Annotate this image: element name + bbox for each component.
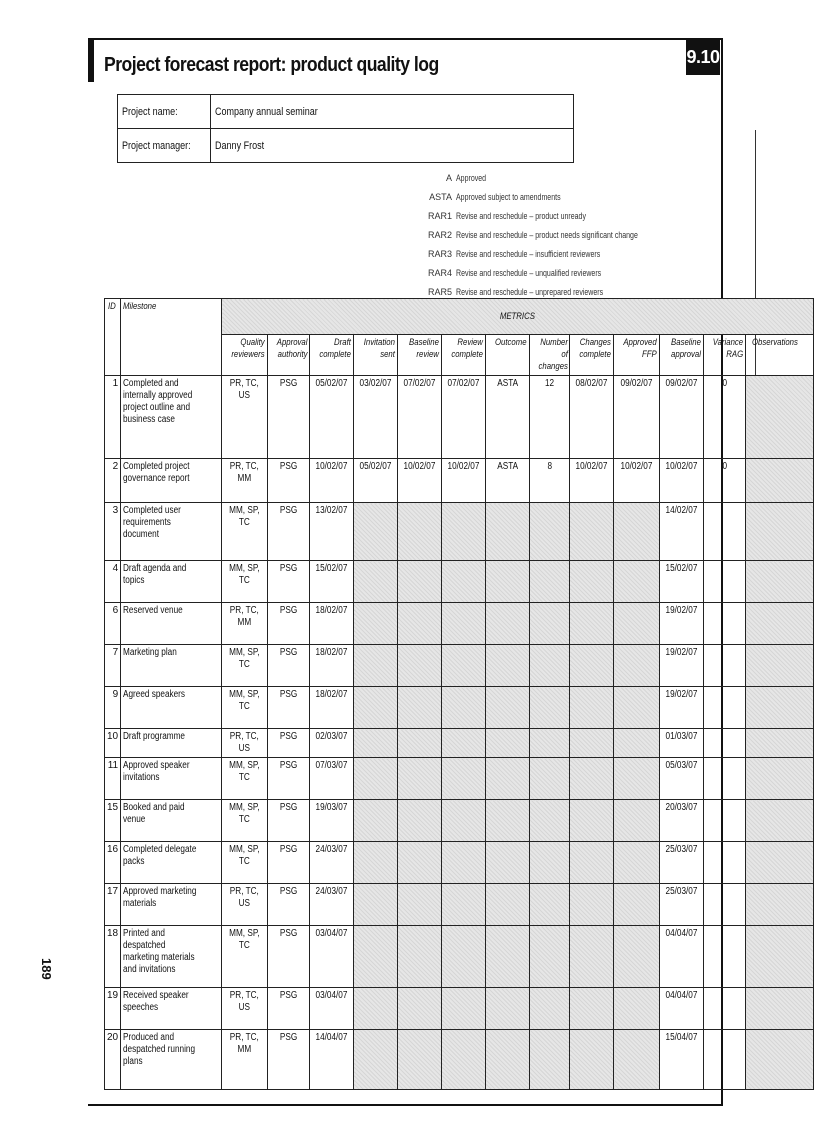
row-milestone: Received speaker speeches [121, 988, 222, 1030]
row-cell [442, 645, 486, 687]
legend-description: Revise and reschedule – product needs significant change [456, 229, 638, 240]
column-header: Outcome [486, 335, 530, 376]
row-cell: 10/02/07 [570, 459, 614, 503]
project-name-value: Company annual seminar [210, 95, 573, 129]
row-cell: PSG [267, 645, 310, 687]
row-cell: 07/02/07 [442, 376, 486, 459]
row-cell: 8 [529, 459, 570, 503]
row-cell: PSG [267, 800, 310, 842]
project-info-table [117, 94, 574, 163]
row-cell [486, 800, 530, 842]
row-cell [486, 687, 530, 729]
row-cell: PSG [267, 842, 310, 884]
row-cell [529, 645, 570, 687]
row-cell: 01/03/07 [660, 729, 704, 758]
row-cell [354, 884, 398, 926]
row-cell: 02/03/07 [310, 729, 354, 758]
row-milestone: Marketing plan [121, 645, 222, 687]
row-cell: 10/02/07 [660, 459, 704, 503]
row-cell [704, 800, 746, 842]
row-cell [442, 926, 486, 988]
row-cell [486, 758, 530, 800]
row-cell [529, 842, 570, 884]
row-cell: 12 [529, 376, 570, 459]
table-row [105, 729, 814, 758]
legend-item [418, 187, 689, 206]
row-cell: 0 [704, 376, 746, 459]
row-cell [486, 645, 530, 687]
column-header: Invitation sent [354, 335, 398, 376]
row-id: 2 [105, 459, 121, 503]
row-cell [746, 1030, 814, 1090]
row-cell: 10/02/07 [398, 459, 442, 503]
row-cell: 05/02/07 [310, 376, 354, 459]
legend-code: A [445, 172, 452, 183]
row-cell [704, 729, 746, 758]
row-milestone: Approved marketing materials [121, 884, 222, 926]
row-cell [704, 561, 746, 603]
row-cell: ASTA [486, 376, 530, 459]
row-cell [704, 926, 746, 988]
row-cell: PSG [267, 729, 310, 758]
row-cell [529, 1030, 570, 1090]
project-name-label: Project name: [118, 95, 211, 129]
row-cell [529, 926, 570, 988]
row-cell: PSG [267, 687, 310, 729]
table-row [105, 376, 814, 459]
legend-item [418, 225, 689, 244]
row-milestone: Agreed speakers [121, 687, 222, 729]
row-cell [614, 842, 660, 884]
legend-code: RAR1 [427, 210, 452, 221]
row-cell: PR, TC, MM [222, 459, 268, 503]
row-cell [746, 988, 814, 1030]
row-cell: 15/02/07 [310, 561, 354, 603]
row-cell [746, 758, 814, 800]
row-cell: 03/04/07 [310, 926, 354, 988]
row-cell: 19/02/07 [660, 645, 704, 687]
row-id: 20 [105, 1030, 121, 1090]
row-cell [704, 687, 746, 729]
row-cell: PSG [267, 376, 310, 459]
row-cell: PSG [267, 503, 310, 561]
row-cell [570, 884, 614, 926]
row-cell: 25/03/07 [660, 884, 704, 926]
column-header: Variance RAG [704, 335, 746, 376]
row-cell [354, 645, 398, 687]
row-cell [486, 1030, 530, 1090]
table-row [105, 561, 814, 603]
project-manager-value: Danny Frost [210, 129, 573, 163]
section-badge: 9.10 [686, 39, 720, 75]
row-id: 4 [105, 561, 121, 603]
row-cell [614, 926, 660, 988]
row-id: 11 [105, 758, 121, 800]
row-cell: MM, SP, TC [222, 503, 268, 561]
row-id: 3 [105, 503, 121, 561]
row-cell [746, 926, 814, 988]
legend-code: ASTA [429, 191, 452, 202]
row-cell: PSG [267, 988, 310, 1030]
row-cell [354, 1030, 398, 1090]
frame-corner-mark [88, 38, 94, 82]
row-cell [614, 729, 660, 758]
row-cell: PSG [267, 884, 310, 926]
row-cell [704, 603, 746, 645]
column-header: Draft complete [310, 335, 354, 376]
table-row [105, 800, 814, 842]
row-cell [442, 988, 486, 1030]
quality-log-table [104, 298, 814, 1090]
row-cell [486, 988, 530, 1030]
row-cell: 07/03/07 [310, 758, 354, 800]
row-cell [354, 758, 398, 800]
row-cell [354, 800, 398, 842]
legend-description: Revise and reschedule – product unready [456, 210, 586, 221]
row-cell [529, 503, 570, 561]
column-header: Review complete [442, 335, 486, 376]
row-cell [442, 561, 486, 603]
row-cell [529, 603, 570, 645]
legend-code: RAR4 [427, 267, 452, 278]
row-cell [354, 926, 398, 988]
row-cell [354, 603, 398, 645]
row-cell [746, 459, 814, 503]
legend-item [418, 244, 689, 263]
column-header: Baseline review [398, 335, 442, 376]
row-cell: MM, SP, TC [222, 561, 268, 603]
row-cell [704, 1030, 746, 1090]
table-row [105, 687, 814, 729]
row-cell [746, 687, 814, 729]
row-milestone: Completed project governance report [121, 459, 222, 503]
row-cell: PSG [267, 926, 310, 988]
row-cell [442, 842, 486, 884]
row-cell: PR, TC, US [222, 988, 268, 1030]
row-cell: 24/03/07 [310, 884, 354, 926]
row-milestone: Completed user requirements document [121, 503, 222, 561]
row-cell [570, 758, 614, 800]
legend-code: RAR3 [427, 248, 452, 259]
row-cell: 10/02/07 [614, 459, 660, 503]
row-cell: 09/02/07 [660, 376, 704, 459]
row-cell: 05/03/07 [660, 758, 704, 800]
row-cell [614, 800, 660, 842]
row-cell [442, 800, 486, 842]
row-cell: PR, TC, US [222, 729, 268, 758]
row-cell: 19/02/07 [660, 687, 704, 729]
row-cell: PSG [267, 603, 310, 645]
row-milestone: Produced and despatched running plans [121, 1030, 222, 1090]
row-cell [486, 603, 530, 645]
row-cell: 05/02/07 [354, 459, 398, 503]
row-id: 19 [105, 988, 121, 1030]
column-header: Baseline approval [660, 335, 704, 376]
row-cell: 18/02/07 [310, 645, 354, 687]
legend-description: Revise and reschedule – unprepared reviewers [456, 286, 604, 297]
row-cell [398, 800, 442, 842]
row-cell [398, 988, 442, 1030]
row-cell: PR, TC, MM [222, 1030, 268, 1090]
row-cell [746, 800, 814, 842]
milestone-header: Milestone [121, 299, 222, 376]
row-cell [614, 884, 660, 926]
row-milestone: Approved speaker invitations [121, 758, 222, 800]
row-cell: 08/02/07 [570, 376, 614, 459]
row-cell: 0 [704, 459, 746, 503]
row-cell [398, 884, 442, 926]
row-cell [746, 603, 814, 645]
row-cell [614, 687, 660, 729]
row-cell [398, 503, 442, 561]
row-cell [570, 926, 614, 988]
outcome-legend [418, 168, 689, 301]
row-cell: PSG [267, 561, 310, 603]
legend-item [418, 168, 689, 187]
row-cell [354, 687, 398, 729]
row-cell [354, 561, 398, 603]
row-milestone: Completed and internally approved project outline and business case [121, 376, 222, 459]
table-row [105, 1030, 814, 1090]
row-cell: PR, TC, MM [222, 603, 268, 645]
row-cell [398, 561, 442, 603]
row-milestone: Printed and despatched marketing materials and invitations [121, 926, 222, 988]
column-header: Quality reviewers [222, 335, 268, 376]
row-cell [704, 503, 746, 561]
row-cell [529, 884, 570, 926]
legend-description: Revise and reschedule – unqualified reviewers [456, 267, 602, 278]
row-cell [398, 926, 442, 988]
table-row [105, 603, 814, 645]
row-cell [398, 645, 442, 687]
row-cell: PSG [267, 758, 310, 800]
row-cell [529, 561, 570, 603]
row-cell [529, 758, 570, 800]
table-row [105, 884, 814, 926]
row-cell: MM, SP, TC [222, 800, 268, 842]
row-cell [398, 1030, 442, 1090]
row-cell [704, 645, 746, 687]
row-id: 7 [105, 645, 121, 687]
row-cell [614, 758, 660, 800]
legend-code: RAR2 [427, 229, 452, 240]
row-cell [746, 503, 814, 561]
row-cell [442, 758, 486, 800]
row-cell: 09/02/07 [614, 376, 660, 459]
row-cell [614, 645, 660, 687]
row-cell: MM, SP, TC [222, 842, 268, 884]
row-id: 6 [105, 603, 121, 645]
row-cell [442, 1030, 486, 1090]
row-cell [442, 503, 486, 561]
row-cell [746, 884, 814, 926]
row-cell [614, 561, 660, 603]
row-cell [570, 603, 614, 645]
row-cell [570, 988, 614, 1030]
project-name-row [118, 95, 574, 129]
row-cell: PSG [267, 459, 310, 503]
row-cell [529, 988, 570, 1030]
page-number: 189 [39, 958, 54, 980]
row-cell: 15/04/07 [660, 1030, 704, 1090]
row-id: 16 [105, 842, 121, 884]
row-cell [614, 603, 660, 645]
row-id: 17 [105, 884, 121, 926]
row-cell [486, 561, 530, 603]
row-cell: PR, TC, US [222, 376, 268, 459]
row-cell [442, 687, 486, 729]
row-cell [570, 645, 614, 687]
row-cell [570, 1030, 614, 1090]
row-cell: 15/02/07 [660, 561, 704, 603]
row-cell [704, 988, 746, 1030]
table-row [105, 758, 814, 800]
row-cell [486, 842, 530, 884]
metrics-header: METRICS [222, 299, 814, 335]
row-id: 15 [105, 800, 121, 842]
row-cell [746, 561, 814, 603]
row-cell [614, 988, 660, 1030]
row-cell [529, 729, 570, 758]
table-row [105, 988, 814, 1030]
row-cell [746, 645, 814, 687]
row-cell: MM, SP, TC [222, 645, 268, 687]
row-cell: 10/02/07 [310, 459, 354, 503]
project-manager-label: Project manager: [118, 129, 211, 163]
row-cell [746, 376, 814, 459]
column-header: Number of changes [529, 335, 570, 376]
legend-item [418, 263, 689, 282]
legend-description: Revise and reschedule – insufficient reviewers [456, 248, 601, 259]
project-manager-row [118, 129, 574, 163]
row-cell: 13/02/07 [310, 503, 354, 561]
row-cell: 07/02/07 [398, 376, 442, 459]
table-row [105, 645, 814, 687]
row-cell [746, 842, 814, 884]
row-cell: MM, SP, TC [222, 687, 268, 729]
row-cell: PSG [267, 1030, 310, 1090]
legend-description: Approved [456, 172, 487, 183]
row-cell [398, 729, 442, 758]
row-cell [354, 729, 398, 758]
row-cell: 25/03/07 [660, 842, 704, 884]
table-row [105, 459, 814, 503]
row-milestone: Reserved venue [121, 603, 222, 645]
row-cell [486, 926, 530, 988]
row-cell [442, 884, 486, 926]
row-cell: ASTA [486, 459, 530, 503]
row-cell [570, 800, 614, 842]
row-cell [614, 1030, 660, 1090]
row-cell [354, 988, 398, 1030]
row-cell [529, 800, 570, 842]
row-milestone: Booked and paid venue [121, 800, 222, 842]
row-cell [570, 503, 614, 561]
row-cell [614, 503, 660, 561]
column-header: Approved FFP [614, 335, 660, 376]
row-cell: 14/04/07 [310, 1030, 354, 1090]
row-cell [398, 603, 442, 645]
row-cell: 18/02/07 [310, 603, 354, 645]
row-id: 9 [105, 687, 121, 729]
legend-description: Approved subject to amendments [456, 191, 561, 202]
column-header: Changes complete [570, 335, 614, 376]
row-cell [442, 729, 486, 758]
row-cell [398, 758, 442, 800]
row-cell [354, 503, 398, 561]
row-cell: 03/04/07 [310, 988, 354, 1030]
row-cell: 04/04/07 [660, 988, 704, 1030]
row-cell [704, 842, 746, 884]
row-cell [398, 842, 442, 884]
row-cell [486, 503, 530, 561]
row-cell [570, 729, 614, 758]
row-cell: 04/04/07 [660, 926, 704, 988]
row-milestone: Draft programme [121, 729, 222, 758]
legend-item [418, 206, 689, 225]
row-cell [704, 884, 746, 926]
legend-code: RAR5 [427, 286, 452, 297]
row-cell: 19/02/07 [660, 603, 704, 645]
row-cell [486, 729, 530, 758]
row-cell [570, 561, 614, 603]
column-header: Approval authority [267, 335, 310, 376]
row-cell [398, 687, 442, 729]
row-cell: 14/02/07 [660, 503, 704, 561]
table-row [105, 503, 814, 561]
page-title: Project forecast report: product quality log [104, 54, 439, 76]
id-header: ID [105, 299, 121, 376]
row-cell: PR, TC, US [222, 884, 268, 926]
table-row [105, 842, 814, 884]
table-row [105, 926, 814, 988]
row-cell [486, 884, 530, 926]
row-cell: 10/02/07 [442, 459, 486, 503]
row-cell [746, 729, 814, 758]
row-cell: MM, SP, TC [222, 926, 268, 988]
row-cell: 19/03/07 [310, 800, 354, 842]
row-id: 18 [105, 926, 121, 988]
row-cell [354, 842, 398, 884]
row-cell: 03/02/07 [354, 376, 398, 459]
column-header: Observations [746, 335, 814, 376]
row-cell: 20/03/07 [660, 800, 704, 842]
row-cell: 24/03/07 [310, 842, 354, 884]
row-id: 10 [105, 729, 121, 758]
row-cell [529, 687, 570, 729]
row-cell [570, 687, 614, 729]
row-cell [442, 603, 486, 645]
row-milestone: Completed delegate packs [121, 842, 222, 884]
row-milestone: Draft agenda and topics [121, 561, 222, 603]
row-cell: 18/02/07 [310, 687, 354, 729]
row-cell [570, 842, 614, 884]
row-id: 1 [105, 376, 121, 459]
row-cell: MM, SP, TC [222, 758, 268, 800]
row-cell [704, 758, 746, 800]
